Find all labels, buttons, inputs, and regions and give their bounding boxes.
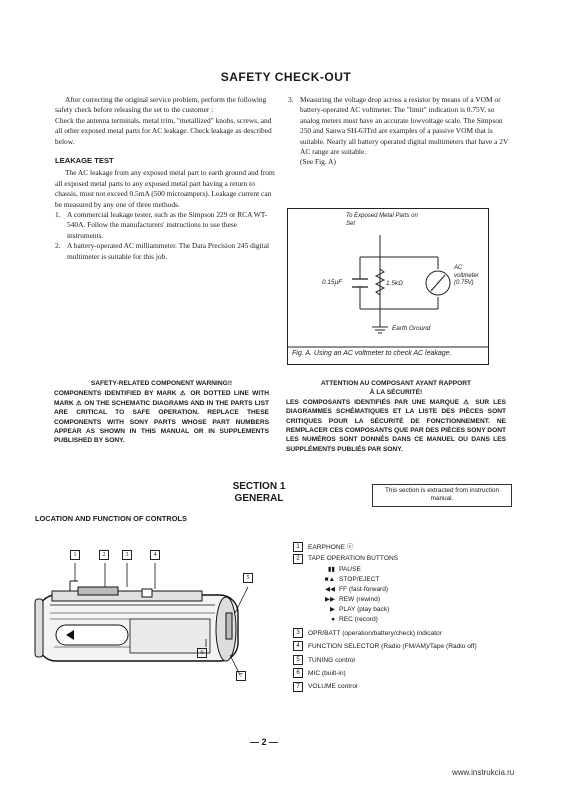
control-item-earphone [293, 542, 523, 553]
control-item-function-selector [293, 641, 523, 652]
intro-paragraph-1: After correcting the original service problem, perform the following safety check before releasing the set to the customer : [55, 95, 267, 115]
control-number: 1 [293, 542, 303, 552]
callout-1: 1 [70, 550, 80, 560]
tape-button-rew [293, 595, 523, 605]
figure-label-meter [454, 265, 479, 288]
figure-label-exposed: To Exposed Metal Parts on Set [346, 213, 418, 227]
control-number: 5 [293, 655, 303, 665]
control-item-opr-batt [293, 628, 523, 639]
meter-line-1: AC [454, 265, 463, 271]
figure-a [287, 208, 489, 365]
callout-2: 2 [99, 550, 109, 560]
controls-list [293, 542, 523, 693]
list-text: A battery-operated AC milliammeter. The Data Precision 245 digital multimeter is suitable for this job. [67, 241, 270, 261]
meter-line-3: (0.75V) [454, 280, 474, 286]
rewind-icon: ▶▶ [325, 595, 335, 603]
watermark: www.instrukcia.ru [452, 768, 515, 777]
device-illustration [30, 543, 260, 698]
section-number: SECTION 1 [232, 481, 286, 492]
record-icon: ● [331, 615, 335, 623]
warning-en-title: SAFETY-RELATED COMPONENT WARNING!! [90, 380, 233, 387]
control-label: EARPHONE ⓔ [308, 544, 354, 551]
tape-button-label: REC (record) [339, 615, 378, 623]
tape-button-label: REW (rewind) [339, 595, 381, 603]
list-number: 3. [288, 95, 294, 104]
warning-en-text: COMPONENTS IDENTIFIED BY MARK ⚠ OR DOTTED LINE WITH MARK ⚠ ON THE SCHEMATIC DIAGRAMS AND IN THE PARTS LIST ARE CRITICAL TO SAFE OPERATION. REPLACE THESE COMPONENTS WITH SONY PARTS WHOSE PART NUMBERS APPEAR AS SHOWN IN THIS MANUAL OR IN SUPPLEMENTS PUBLISHED BY SONY. [54, 390, 269, 445]
warning-fr-title-1: ATTENTION AU COMPOSANT AYANT RAPPORT [320, 380, 472, 387]
control-item-tuning [293, 655, 523, 666]
figure-label-ground: Earth Ground [392, 325, 431, 332]
tape-button-pause [293, 565, 523, 575]
tape-button-play [293, 605, 523, 615]
left-column [55, 95, 275, 262]
list-text: A commercial leakage tester, such as the Simpson 229 or RCA WT-540A. Follow the manufacturers' instructions to use these instruments. [67, 210, 268, 240]
control-number: 4 [293, 641, 303, 651]
section-heading [216, 481, 302, 505]
tape-button-label: PLAY (play back) [339, 605, 390, 613]
tape-button-rec [293, 615, 523, 625]
callout-6: 6 [197, 648, 207, 658]
location-heading: LOCATION AND FUNCTION OF CONTROLS [35, 514, 187, 523]
page-number: — 2 — [250, 737, 279, 747]
callout-7: 7 [236, 671, 246, 681]
control-number: 2 [293, 554, 303, 564]
warning-english [54, 379, 269, 446]
meter-line-2: voltmeter [454, 272, 479, 279]
right-column [288, 95, 510, 168]
leakage-methods-list [55, 210, 275, 262]
control-item-volume [293, 681, 523, 692]
method-3-list [288, 95, 510, 168]
warning-french [286, 379, 506, 454]
see-figure-ref: (See Fig. A) [300, 157, 336, 167]
tape-button-label: FF (fast-forward) [339, 585, 389, 593]
play-icon: ▶ [330, 605, 335, 613]
callout-4: 4 [150, 550, 160, 560]
list-number: 2. [55, 241, 61, 251]
list-number: 1. [55, 210, 61, 220]
control-item-mic [293, 668, 523, 679]
list-item [288, 95, 510, 168]
control-label: FUNCTION SELECTOR (Radio (FM/AM)/Tape (Radio off) [308, 643, 477, 651]
tape-button-stop-eject [293, 575, 523, 585]
control-label: VOLUME control [308, 683, 358, 691]
warning-fr-title-2: À LA SÉCURITÉ! [369, 389, 423, 397]
control-label: TAPE OPERATION BUTTONS [308, 555, 399, 563]
tape-button-label: STOP/EJECT [339, 575, 380, 583]
stop-eject-icon: ■▲ [324, 575, 335, 583]
control-item-tape-buttons [293, 553, 523, 564]
leakage-text: The AC leakage from any exposed metal part to earth ground and from all exposed metal parts to any exposed metal part having a return to chassis, must not exceed 0.5mA (500 microampers). Leakage current can be measured by any one of three methods. [55, 168, 275, 209]
leakage-heading: LEAKAGE TEST [55, 156, 114, 166]
tape-button-label: PAUSE [339, 565, 361, 573]
section-title: GENERAL [234, 493, 284, 504]
control-number: 6 [293, 668, 303, 678]
control-label: OPR/BATT (operation/battery/check) indicator [308, 629, 442, 637]
control-number: 7 [293, 682, 303, 692]
figure-caption: Fig. A. Using an AC voltmeter to check AC leakage. [292, 350, 452, 357]
callout-3: 3 [122, 550, 132, 560]
section-note: This section is extracted from instruction manual. [372, 484, 512, 507]
control-number: 3 [293, 628, 303, 638]
intro-paragraph-2: Check the antenna terminals, metal trim, "metallized" knobs, screws, and all other exposed metal parts for AC leakage. Check leakage as described below. [55, 115, 272, 146]
page-title: SAFETY CHECK-OUT [220, 70, 352, 84]
fast-forward-icon: ◀◀ [325, 585, 335, 593]
warning-fr-text: LES COMPOSANTS IDENTIFIÉS PAR UNE MARQUE ⚠ SUR LES DIAGRAMMES SCHÉMATIQUES ET LA LISTE DES PIÈCES SONT CRITIQUES POUR LA SÉCURITÉ DE FONCTIONNEMENT. NE REMPLACER CES COMPOSANTS QUE PAR DES PIÈCES SONY DONT LES NUMÉROS SONT DONNÉS DANS CE MANUEL OU DANS LES SUPPLÉMENTS PUBLIÉS PAR SONY. [286, 398, 506, 453]
tape-button-ff [293, 585, 523, 595]
control-label: MIC (built-in) [308, 670, 346, 678]
pause-icon: ▮▮ [327, 565, 335, 573]
figure-label-capacitor: 0.15µF [322, 279, 343, 286]
callout-5: 5 [243, 573, 253, 583]
list-item [55, 241, 275, 262]
control-label: TUNING control [308, 656, 355, 664]
list-item [55, 210, 275, 241]
figure-label-resistor: 1.5kΩ [386, 280, 403, 287]
list-text: Measuring the voltage drop across a resistor by means of a VOM or battery-operated AC voltmeter. The "limit" indication is 0.75V, so analog meters must have an accurate lowvoltage scale. The Simpson 250 and Sanwa SH-63Trd are examples of a passive VOM that is suitable. Nearly all battery operated digital multimeters that have a 2V AC range are suitable. [300, 95, 509, 157]
